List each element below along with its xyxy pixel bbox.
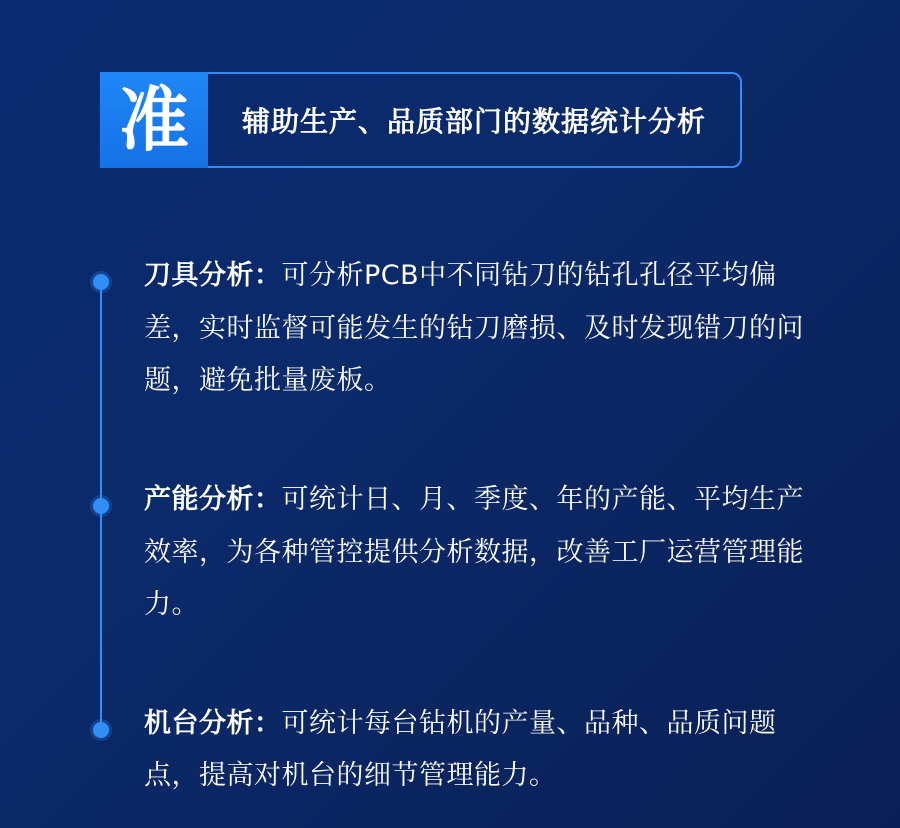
list-item [100,698,830,803]
bullet-dot-icon [93,274,109,290]
header-badge-char: 准 [119,79,189,161]
list-item-lead: 机台分析： [144,707,282,739]
bullet-list [100,250,830,803]
list-item-lead: 刀具分析： [144,260,282,291]
header-badge [100,72,208,168]
bullet-dot-icon [93,498,109,514]
bullet-dot-icon [93,722,109,738]
page-header [100,72,742,168]
list-item-body: 可分析PCB中不同钻刀的钻孔孔径平均偏差，实时监督可能发生的钻刀磨损、及时发现错刀的问题，避免批量废板。 [144,260,804,397]
list-item [100,250,830,408]
list-item-text [144,698,830,803]
page-title: 辅助生产、品质部门的数据统计分析 [242,105,707,138]
list-item-text [144,474,830,632]
list-item-text [144,250,830,408]
list-item [100,474,830,632]
list-item-body: 可统计每台钻机的产量、品种、品质问题点，提高对机台的细节管理能力。 [144,707,777,792]
list-item-body: 可统计日、月、季度、年的产能、平均生产效率，为各种管控提供分析数据，改善工厂运营管理能力。 [144,483,804,621]
header-title-frame [198,72,742,168]
list-item-lead: 产能分析： [144,483,282,515]
